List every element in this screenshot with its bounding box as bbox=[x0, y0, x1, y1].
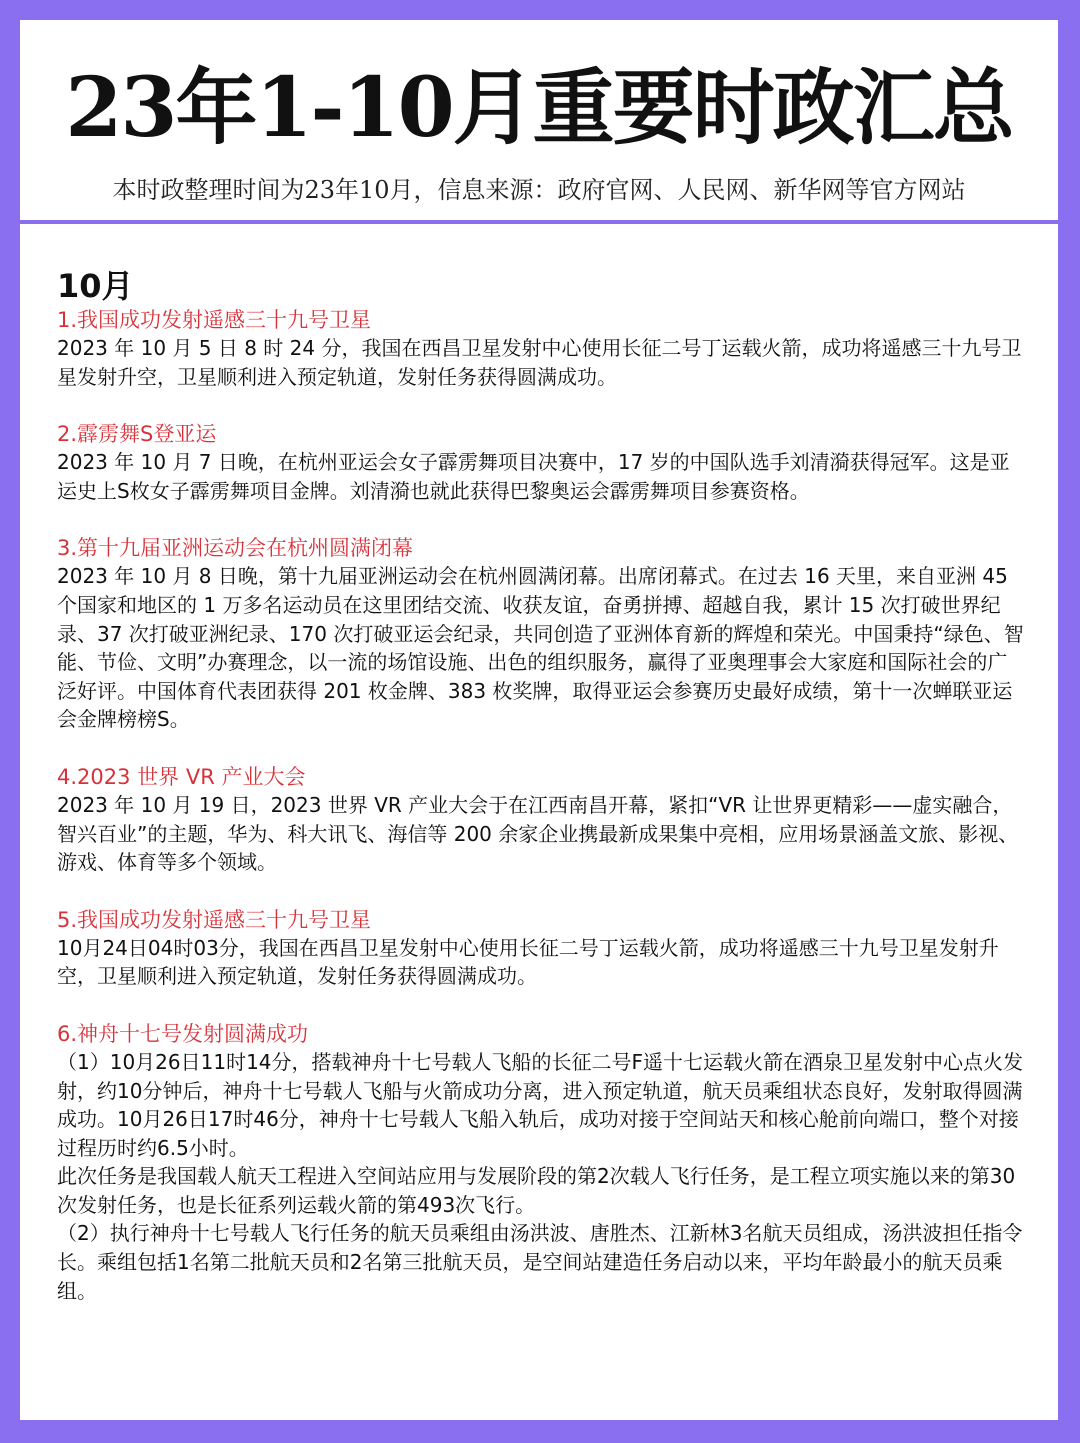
page-frame bbox=[20, 20, 1058, 1420]
news-item-title: 6.神舟十七号发射圆满成功 bbox=[57, 1021, 309, 1046]
news-item-body: 10月24日04时03分，我国在西昌卫星发射中心使用长征二号丁运载火箭，成功将遥感三十九号卫星发射升空，卫星顺利进入预定轨道，发射任务获得圆满成功。 bbox=[57, 935, 999, 989]
news-item-body: （1）10月26日11时14分，搭载神舟十七号载人飞船的长征二号F遥十七运载火箭在酒泉卫星发射中心点火发射，约10分钟后，神舟十七号载人飞船与火箭成功分离，进入预定轨道，航天员乘组状态良好，发射取得圆满成功。10月26日17时46分，神舟十七号载人飞船入轨后，成功对接于空间站天和核心舱前向端口，整个对接过程历时约6.5小时。 bbox=[57, 1049, 1024, 1160]
news-item-body: 此次任务是我国载人航天工程进入空间站应用与发展阶段的第2次载人飞行任务，是工程立项实施以来的第30次发射任务，也是长征系列运载火箭的第493次飞行。 bbox=[57, 1164, 1016, 1217]
news-section bbox=[57, 266, 1027, 1334]
news-item-body: 2023 年 10 月 7 日晚，在杭州亚运会女子霹雳舞项目决赛中，17 岁的中国队选手刘清漪获得冠军。这是亚运史上S枚女子霹雳舞项目金牌。刘清漪也就此获得巴黎奥运会霹雳舞项目参赛资格。 bbox=[57, 450, 1010, 503]
news-item bbox=[57, 534, 1027, 734]
news-item bbox=[57, 306, 1027, 391]
news-item-title: 1.我国成功发射遥感三十九号卫星 bbox=[57, 308, 372, 332]
news-item bbox=[57, 763, 1027, 877]
news-item-body: （2）执行神舟十七号载人飞行任务的航天员乘组由汤洪波、唐胜杰、江新林3名航天员组成，汤洪波担任指令长。乘组包括1名第二批航天员和2名第三批航天员，是空间站建造任务启动以来，平均年龄最小的航天员乘组。 bbox=[57, 1221, 1023, 1303]
news-item-title: 2.霹雳舞S登亚运 bbox=[57, 422, 217, 447]
page-subtitle: 本时政整理时间为23年10月，信息来源：政府官网、人民网、新华网等官方网站 bbox=[112, 176, 966, 204]
news-item bbox=[57, 420, 1027, 505]
month-heading: 10月 bbox=[57, 267, 134, 305]
news-item bbox=[57, 906, 1027, 991]
page-title: 23年1-10月重要时政汇总 bbox=[65, 60, 1013, 156]
news-item bbox=[57, 1020, 1027, 1305]
news-item-body: 2023 年 10 月 5 日 8 时 24 分，我国在西昌卫星发射中心使用长征二号丁运载火箭，成功将遥感三十九号卫星发射升空，卫星顺利进入预定轨道，发射任务获得圆满成功。 bbox=[57, 336, 1022, 389]
news-item-title: 3.第十九届亚洲运动会在杭州圆满闭幕 bbox=[57, 536, 414, 561]
news-item-body: 2023 年 10 月 8 日晚，第十九届亚洲运动会在杭州圆满闭幕。出席闭幕式。在过去 16 天里，来自亚洲 45 个国家和地区的 1 万多名运动员在这里团结交流、收获友谊，奋勇拼搏、超越自我，累计 15 次打破世界纪录、37 次打破亚洲纪录、170 次打破亚运会纪录，共同创造了亚洲体育新的辉煌和荣光。中国秉持“绿色、智能、节俭、文明”办赛理念，以一流的场馆设施、出色的组织服务，赢得了亚奥理事会大家庭和国际社会的广泛好评。中国体育代表团获得 201 枚金牌、383 枚奖牌，取得亚运会参赛历史最好成绩，第十一次蝉联亚运会金牌榜榜S。 bbox=[57, 564, 1024, 732]
news-item-title: 4.2023 世界 VR 产业大会 bbox=[57, 764, 306, 789]
header-divider bbox=[20, 220, 1058, 224]
news-item-title: 5.我国成功发射遥感三十九号卫星 bbox=[57, 907, 372, 932]
news-item-body: 2023 年 10 月 19 日，2023 世界 VR 产业大会于在江西南昌开幕，紧扣“VR 让世界更精彩——虚实融合，智兴百业”的主题，华为、科大讯飞、海信等 200 余家企业携最新成果集中亮相，应用场景涵盖文旅、影视、游戏、体育等多个领域。 bbox=[57, 792, 1019, 875]
